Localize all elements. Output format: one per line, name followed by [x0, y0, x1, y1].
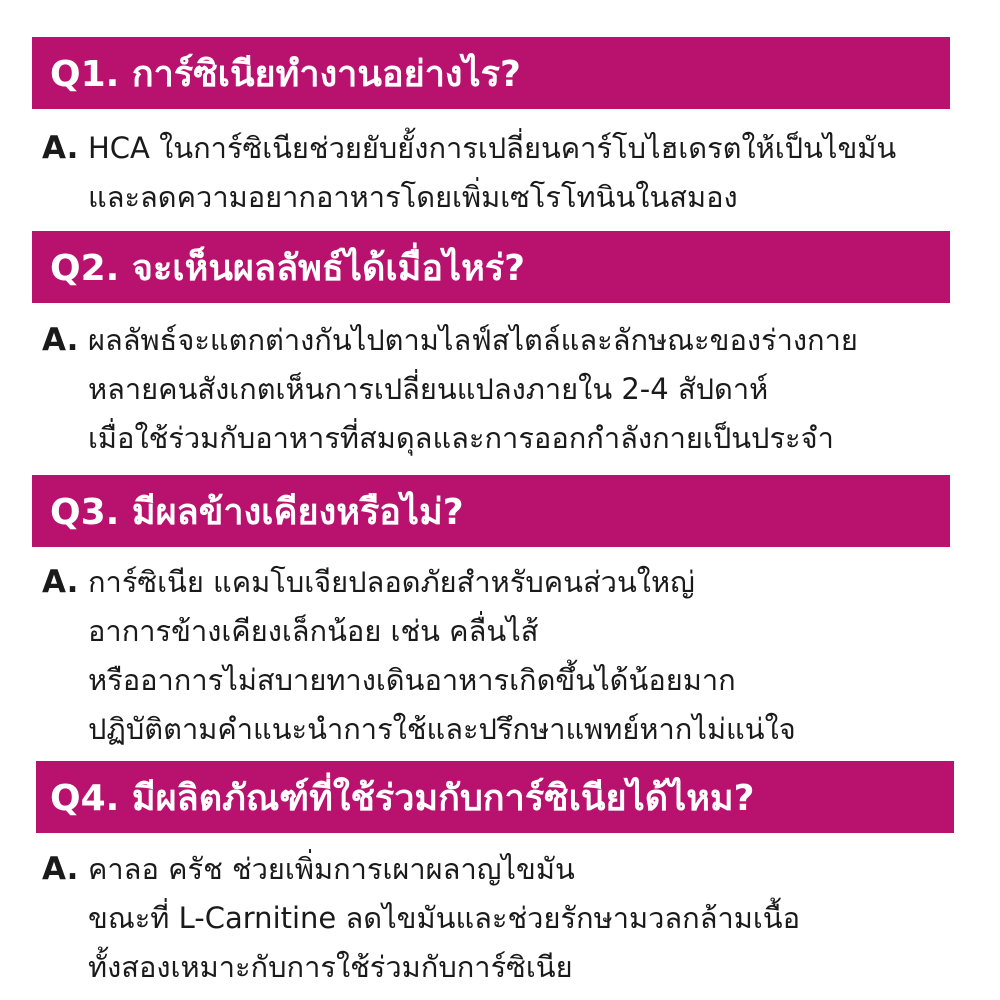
question-text-q3: Q3. มีผลข้างเคียงหรือไม่? — [50, 491, 464, 533]
answer-block-q1 — [42, 124, 972, 224]
question-bar-q1 — [32, 37, 950, 109]
answer-line: การ์ซิเนีย แคมโบเจียปลอดภัยสำหรับคนส่วนใหญ่ — [88, 565, 695, 599]
question-bar-q4 — [36, 761, 954, 833]
answer-line: เมื่อใช้ร่วมกับอาหารที่สมดุลและการออกกำลังกายเป็นประจำ — [88, 421, 834, 455]
answer-line: ผลลัพธ์จะแตกต่างกันไปตามไลฟ์สไตล์และลักษณะของร่างกาย — [88, 323, 858, 357]
answer-block-q4 — [42, 845, 972, 993]
question-bar-q3 — [32, 475, 950, 547]
answer-line: และลดความอยากอาหารโดยเพิ่มเซโรโทนินในสมอง — [88, 180, 738, 214]
answer-marker-q2: A. — [42, 322, 79, 358]
answer-block-q2 — [42, 316, 972, 464]
answer-line: ขณะที่ L-Carnitine ลดไขมันและช่วยรักษามวลกล้ามเนื้อ — [88, 901, 801, 935]
answer-line: ทั้งสองเหมาะกับการใช้ร่วมกับการ์ซิเนีย — [88, 950, 573, 984]
question-text-q1: Q1. การ์ซิเนียทำงานอย่างไร? — [50, 53, 521, 95]
answer-line: หรืออาการไม่สบายทางเดินอาหารเกิดขึ้นได้น้อยมาก — [88, 663, 736, 697]
answer-line: HCA ในการ์ซิเนียช่วยยับยั้งการเปลี่ยนคาร์โบไฮเดรตให้เป็นไขมัน — [88, 131, 897, 165]
answer-marker-q4: A. — [42, 851, 79, 887]
question-bar-q2 — [32, 231, 950, 303]
question-text-q2: Q2. จะเห็นผลลัพธ์ได้เมื่อไหร่? — [50, 247, 526, 289]
question-text-q4: Q4. มีผลิตภัณฑ์ที่ใช้ร่วมกับการ์ซิเนียได้ไหม? — [50, 777, 755, 819]
answer-marker-q3: A. — [42, 564, 79, 600]
answer-line: ปฏิบัติตามคำแนะนำการใช้และปรึกษาแพทย์หากไม่แน่ใจ — [88, 712, 796, 746]
answer-block-q3 — [42, 558, 972, 754]
answer-line: อาการข้างเคียงเล็กน้อย เช่น คลื่นไส้ — [88, 614, 539, 648]
answer-marker-q1: A. — [42, 130, 79, 166]
answer-line: คาลอ ครัช ช่วยเพิ่มการเผาผลาญไขมัน — [88, 852, 575, 886]
answer-line: หลายคนสังเกตเห็นการเปลี่ยนแปลงภายใน 2-4 สัปดาห์ — [88, 372, 769, 406]
